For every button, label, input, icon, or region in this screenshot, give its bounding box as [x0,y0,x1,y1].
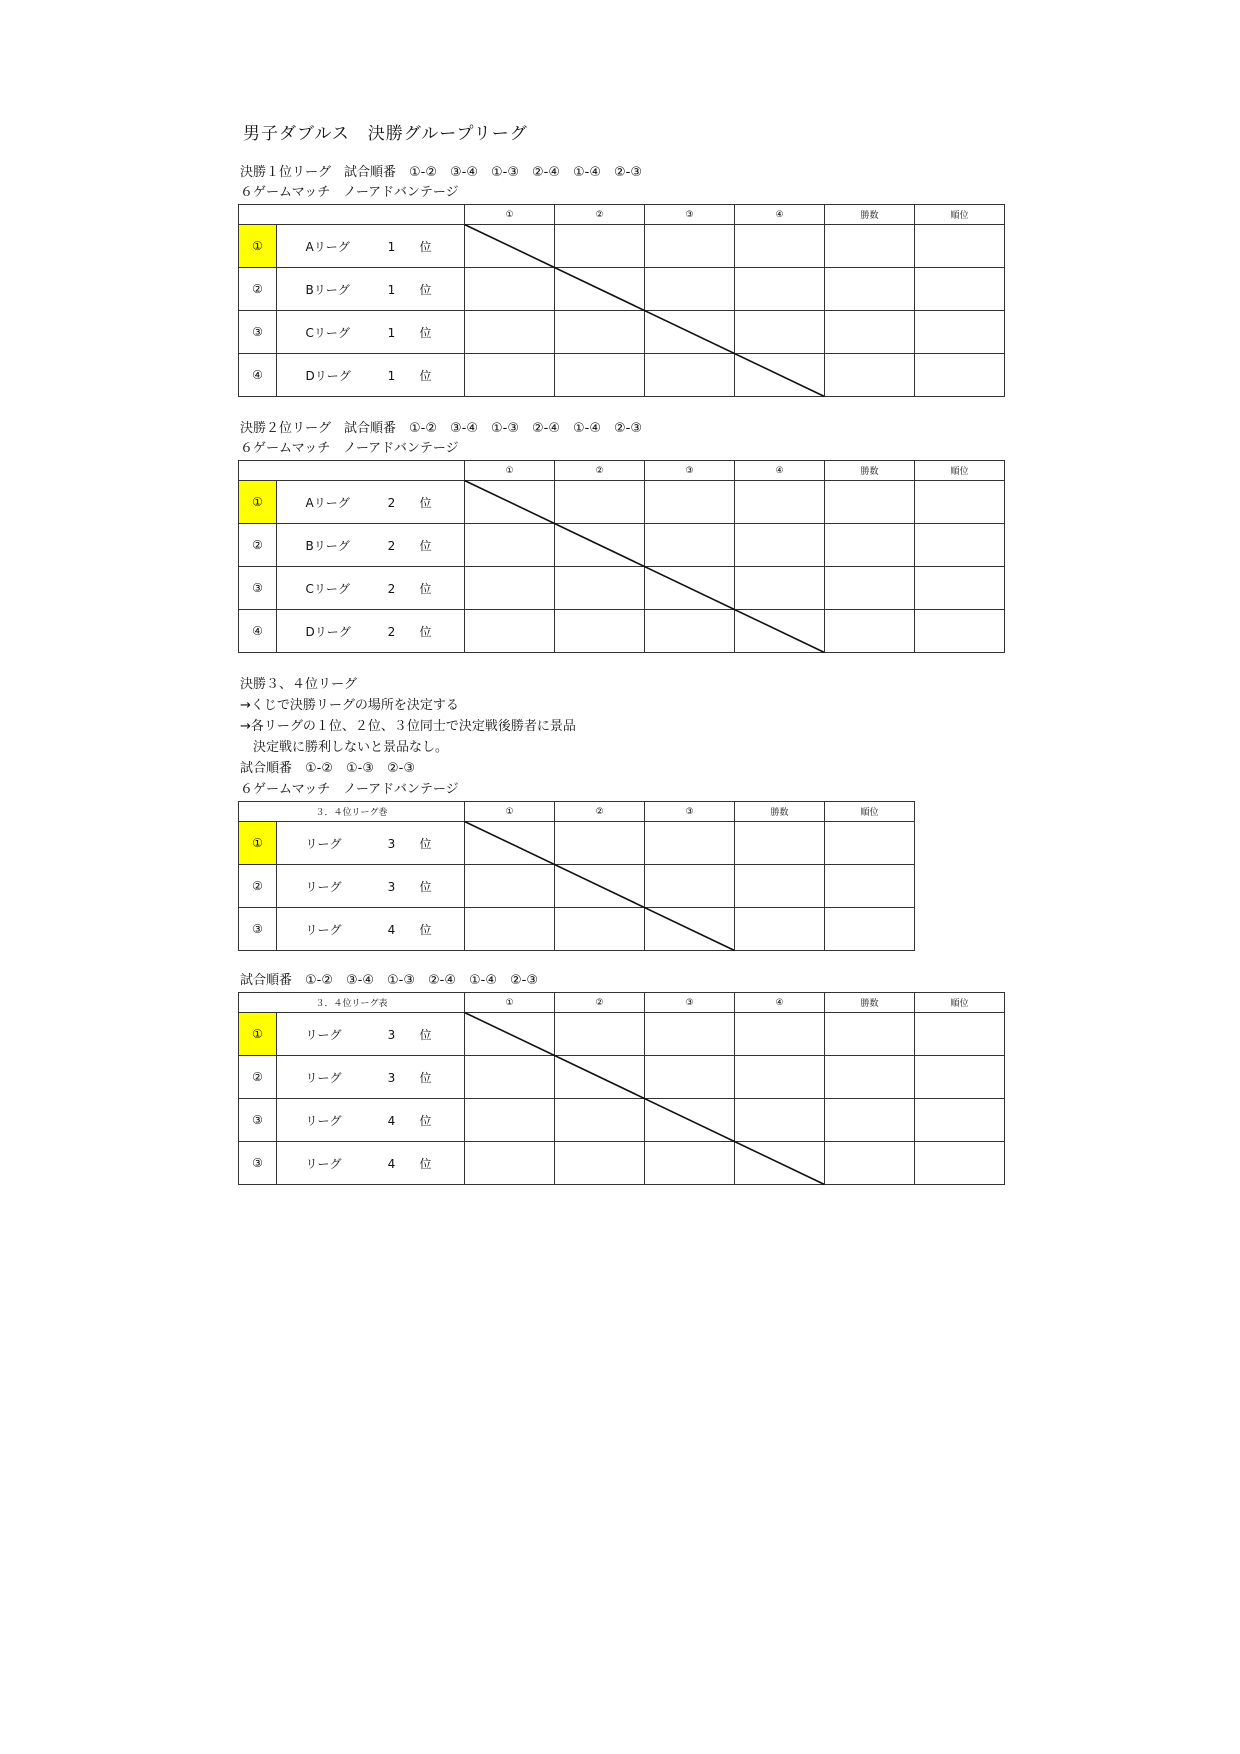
rank-cell [915,1056,1005,1099]
row-league: リーグ [305,1113,342,1128]
table-header-row [239,205,1005,225]
score-cell [555,311,645,354]
row-name [277,354,465,397]
score-cell [645,268,735,311]
wins-cell [825,225,915,268]
table-row [239,1056,1005,1099]
rank-cell [915,225,1005,268]
header-col: ④ [735,205,825,225]
score-cell [735,1099,825,1142]
row-rank: 3 [387,1027,396,1042]
row-number: ③ [239,567,277,610]
table-row [239,1142,1005,1185]
header-col: ③ [645,205,735,225]
section3-match-line: ６ゲームマッチ ノーアドバンテージ [240,782,459,797]
row-number: ③ [239,1142,277,1185]
wins-cell [735,822,825,865]
table-row [239,354,1005,397]
rank-cell [915,1099,1005,1142]
score-cell [645,354,735,397]
header-col: ③ [645,993,735,1013]
score-cell [555,865,645,908]
table-row [239,268,1005,311]
score-cell [465,1056,555,1099]
score-cell [735,1013,825,1056]
score-cell [735,311,825,354]
table-row [239,1013,1005,1056]
row-rank: 2 [387,624,396,639]
score-cell [645,865,735,908]
score-cell [465,610,555,653]
header-col: ④ [735,993,825,1013]
table-row [239,610,1005,653]
score-cell [645,225,735,268]
score-cell [465,268,555,311]
table-row [239,1099,1005,1142]
score-cell [735,354,825,397]
row-suffix: 位 [419,538,432,553]
row-suffix: 位 [419,1113,432,1128]
score-cell [645,822,735,865]
section3-order-line: 試合順番 ①-② ①-③ ②-③ [240,761,415,776]
row-rank: 3 [387,1070,396,1085]
header-col: ① [465,205,555,225]
score-cell [735,567,825,610]
section3-note: 決定戦に勝利しないと景品なし。 [240,740,449,755]
header-col: 順位 [915,993,1005,1013]
wins-cell [825,354,915,397]
row-rank: 1 [387,368,396,383]
score-cell [555,1013,645,1056]
section3-note: →各リーグの１位、２位、３位同士で決定戦後勝者に景品 [240,719,576,734]
header-col: ③ [645,461,735,481]
rank-cell [825,908,915,951]
wins-cell [825,268,915,311]
row-name [277,481,465,524]
score-cell [735,1142,825,1185]
section3-heading: 決勝３、４位リーグ [240,677,358,692]
score-cell [735,225,825,268]
row-number: ② [239,865,277,908]
row-name [277,908,465,951]
score-cell [645,524,735,567]
header-blank-cell: ３．４位リーグ巻 [239,802,465,822]
section2-table [238,460,1005,653]
row-suffix: 位 [419,325,432,340]
table-row [239,524,1005,567]
score-cell [735,524,825,567]
row-suffix: 位 [419,282,432,297]
score-cell [555,524,645,567]
row-number: ③ [239,908,277,951]
row-name [277,610,465,653]
row-rank: 1 [387,239,396,254]
row-number: ③ [239,1099,277,1142]
rank-cell [915,1142,1005,1185]
section4-table [238,992,1005,1185]
header-blank-cell [239,205,465,225]
row-rank: 2 [387,495,396,510]
section1-table [238,204,1005,397]
row-name [277,1056,465,1099]
row-suffix: 位 [419,836,432,851]
row-suffix: 位 [419,624,432,639]
rank-cell [915,268,1005,311]
row-league: リーグ [305,836,342,851]
header-col: 順位 [825,802,915,822]
row-name [277,268,465,311]
header-col: ③ [645,802,735,822]
score-cell [555,1142,645,1185]
wins-cell [735,908,825,951]
row-name [277,524,465,567]
header-col: ② [555,461,645,481]
section3-table [238,801,915,951]
row-league: リーグ [305,879,342,894]
score-cell [735,268,825,311]
header-col: ① [465,461,555,481]
rank-cell [915,524,1005,567]
score-cell [465,354,555,397]
rank-cell [825,865,915,908]
header-col: ② [555,205,645,225]
score-cell [735,481,825,524]
row-name [277,311,465,354]
header-blank-cell [239,461,465,481]
row-number: ① [239,481,277,524]
section4-order-line: 試合順番 ①-② ③-④ ①-③ ②-④ ①-④ ②-③ [240,973,538,988]
row-rank: 4 [387,1113,396,1128]
row-league: リーグ [305,1070,342,1085]
row-rank: 1 [387,282,396,297]
wins-cell [735,865,825,908]
rank-cell [915,1013,1005,1056]
row-name [277,822,465,865]
row-rank: 2 [387,538,396,553]
row-suffix: 位 [419,922,432,937]
score-cell [465,1013,555,1056]
score-cell [555,481,645,524]
score-cell [465,481,555,524]
table-row [239,481,1005,524]
score-cell [555,268,645,311]
header-col: 順位 [915,461,1005,481]
score-cell [465,311,555,354]
score-cell [645,1099,735,1142]
row-number: ② [239,1056,277,1099]
score-cell [465,524,555,567]
header-col: 勝数 [825,993,915,1013]
header-col: ④ [735,461,825,481]
score-cell [555,567,645,610]
score-cell [555,610,645,653]
wins-cell [825,567,915,610]
score-cell [645,1013,735,1056]
header-col: 勝数 [735,802,825,822]
wins-cell [825,524,915,567]
score-cell [465,865,555,908]
header-col: 勝数 [825,461,915,481]
row-rank: 3 [387,836,396,851]
rank-cell [915,610,1005,653]
score-cell [555,225,645,268]
row-number: ② [239,524,277,567]
score-cell [465,1142,555,1185]
row-league: リーグ [305,922,342,937]
row-league: Cリーグ [305,325,350,340]
section2-match-line: ６ゲームマッチ ノーアドバンテージ [240,441,459,456]
score-cell [555,908,645,951]
section1-match-line: ６ゲームマッチ ノーアドバンテージ [240,185,459,200]
score-cell [645,610,735,653]
row-suffix: 位 [419,581,432,596]
wins-cell [825,1013,915,1056]
row-league: Bリーグ [305,282,350,297]
row-rank: 4 [387,1156,396,1171]
score-cell [645,1056,735,1099]
wins-cell [825,1056,915,1099]
row-name [277,1142,465,1185]
row-number: ① [239,225,277,268]
row-number: ④ [239,610,277,653]
row-name [277,225,465,268]
score-cell [645,481,735,524]
row-rank: 2 [387,581,396,596]
row-number: ② [239,268,277,311]
score-cell [465,225,555,268]
section2-order-line: 決勝２位リーグ 試合順番 ①-② ③-④ ①-③ ②-④ ①-④ ②-③ [240,421,642,436]
score-cell [555,1056,645,1099]
wins-cell [825,1142,915,1185]
score-cell [645,908,735,951]
row-number: ① [239,1013,277,1056]
score-cell [645,311,735,354]
rank-cell [825,822,915,865]
row-league: Aリーグ [305,239,350,254]
score-cell [735,610,825,653]
row-league: リーグ [305,1156,342,1171]
wins-cell [825,1099,915,1142]
table-row [239,311,1005,354]
row-league: リーグ [305,1027,342,1042]
header-blank-cell: ３．４位リーグ表 [239,993,465,1013]
header-col: ① [465,993,555,1013]
row-name [277,1013,465,1056]
row-rank: 1 [387,325,396,340]
row-number: ④ [239,354,277,397]
score-cell [465,567,555,610]
header-col: 勝数 [825,205,915,225]
header-col: ① [465,802,555,822]
row-suffix: 位 [419,1156,432,1171]
table-header-row [239,993,1005,1013]
page-title: 男子ダブルス 決勝グループリーグ [243,124,528,144]
score-cell [555,354,645,397]
header-col: 順位 [915,205,1005,225]
row-league: Cリーグ [305,581,350,596]
row-suffix: 位 [419,1070,432,1085]
score-cell [465,822,555,865]
section1-order-line: 決勝１位リーグ 試合順番 ①-② ③-④ ①-③ ②-④ ①-④ ②-③ [240,165,642,180]
row-number: ③ [239,311,277,354]
score-cell [555,1099,645,1142]
table-row [239,225,1005,268]
table-row [239,567,1005,610]
row-suffix: 位 [419,368,432,383]
row-name [277,865,465,908]
row-league: Bリーグ [305,538,350,553]
row-name [277,1099,465,1142]
row-rank: 4 [387,922,396,937]
table-header-row [239,461,1005,481]
header-col: ② [555,802,645,822]
row-league: Dリーグ [305,624,351,639]
table-header-row [239,802,915,822]
rank-cell [915,567,1005,610]
row-name [277,567,465,610]
table-row [239,865,915,908]
score-cell [645,567,735,610]
wins-cell [825,481,915,524]
row-rank: 3 [387,879,396,894]
wins-cell [825,311,915,354]
score-cell [645,1142,735,1185]
header-col: ② [555,993,645,1013]
table-row [239,908,915,951]
section3-note: →くじで決勝リーグの場所を決定する [240,698,459,713]
score-cell [555,822,645,865]
wins-cell [825,610,915,653]
score-cell [465,1099,555,1142]
rank-cell [915,354,1005,397]
score-cell [465,908,555,951]
row-league: Aリーグ [305,495,350,510]
row-league: Dリーグ [305,368,351,383]
score-cell [735,1056,825,1099]
rank-cell [915,311,1005,354]
row-number: ① [239,822,277,865]
table-row [239,822,915,865]
row-suffix: 位 [419,1027,432,1042]
row-suffix: 位 [419,239,432,254]
row-suffix: 位 [419,879,432,894]
rank-cell [915,481,1005,524]
row-suffix: 位 [419,495,432,510]
